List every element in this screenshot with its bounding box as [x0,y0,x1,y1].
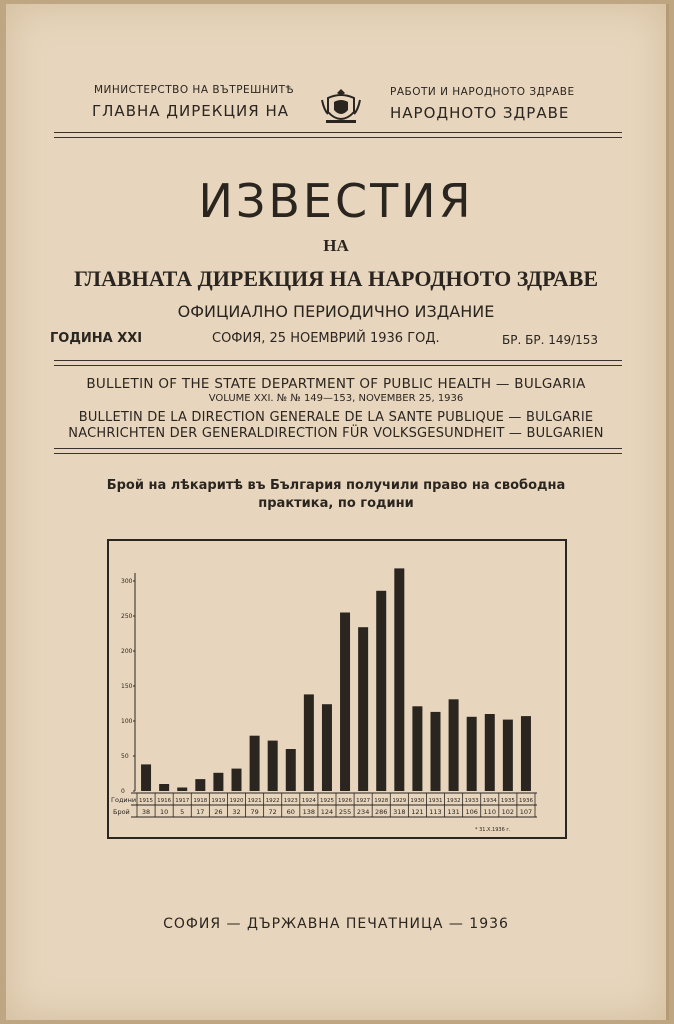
volume-year: ГОДИНА XXI [50,331,143,346]
bar-value-label: 10 [159,808,169,816]
bar [213,773,223,791]
title-divider [54,360,622,366]
bulletin-french: BULLETIN DE LA DIRECTION GENERALE DE LA SANTE PUBLIQUE — BULGARIE [78,410,594,425]
x-tick-label: 1934 [482,798,497,804]
x-tick-label: 1925 [319,798,334,804]
bar-value-label: 106 [465,808,478,816]
y-tick-label: 250 [121,613,133,620]
coat-of-arms-icon [318,86,364,128]
x-tick-label: 1928 [374,798,389,804]
y-tick-label: 0 [121,788,125,795]
bar-value-label: 79 [250,808,259,816]
header-divider [54,132,622,138]
header-right-line2: НАРОДНОТО ЗДРАВЕ [390,104,570,122]
bar [322,704,332,791]
bar-value-label: 121 [411,808,424,816]
chart-caption-line2: практика, по години [258,496,414,511]
bar-value-label: 131 [447,808,460,816]
x-tick-label: 1915 [139,798,154,804]
y-tick-label: 100 [121,718,133,725]
row-label-years: Години [111,796,137,804]
chart-note: * 31.X.1936 г. [475,827,511,833]
title-subtitle: ГЛАВНАТА ДИРЕКЦИЯ НА НАРОДНОТО ЗДРАВЕ [73,266,599,291]
document-page [6,4,669,1020]
bar [141,764,151,791]
x-tick-label: 1930 [410,798,425,804]
x-tick-label: 1920 [229,798,244,804]
bulletin-volume: VOLUME XXI. № № 149—153, NOVEMBER 25, 1936 [208,393,464,404]
page-title: ИЗВЕСТИЯ [198,174,474,228]
bar-chart [109,541,565,837]
bar [485,714,495,791]
title-edition: ОФИЦИАЛНО ПЕРИОДИЧНО ИЗДАНИЕ [177,302,495,321]
bar [177,788,187,792]
bar [250,736,260,791]
bar-value-label: 286 [375,808,388,816]
bar-value-label: 234 [356,808,370,816]
y-tick-label: 300 [121,578,133,585]
bar-value-label: 38 [141,808,151,816]
chart-frame [107,539,567,839]
x-tick-label: 1922 [265,798,280,804]
bar [521,716,531,791]
bar [340,613,350,792]
place-date: СОФИЯ, 25 НОЕМВРИЙ 1936 ГОД. [212,331,440,346]
bar [304,694,314,791]
x-tick-label: 1919 [211,798,226,804]
bar-value-label: 32 [232,808,241,816]
x-tick-label: 1927 [356,798,371,804]
bar-value-label: 138 [302,808,316,816]
bar [268,741,278,791]
bar [376,591,386,791]
x-tick-label: 1936 [518,798,533,804]
bar [412,706,422,791]
bar-value-label: 255 [338,808,352,816]
x-tick-label: 1921 [247,798,262,804]
x-tick-label: 1916 [157,798,172,804]
x-tick-label: 1924 [301,798,316,804]
bar [467,717,477,791]
bar [159,784,169,791]
bulletin-divider [54,448,622,454]
x-tick-label: 1932 [446,798,461,804]
header-left-line2: ГЛАВНА ДИРЕКЦИЯ НА [92,102,289,120]
bar-value-label: 17 [196,808,205,816]
chart-caption-line1: Брой на лѣкаритѣ въ България получили право на свободна [106,478,566,493]
y-tick-label: 150 [121,683,133,690]
bulletin-german: NACHRICHTEN DER GENERALDIRECTION FÜR VOLKSGESUNDHEIT — BULGARIEN [68,426,604,441]
bar-value-label: 113 [429,808,442,816]
x-tick-label: 1923 [283,798,298,804]
header-left-line1: МИНИСТЕРСТВО НА ВЪТРЕШНИТѢ [94,84,295,96]
bar [358,627,368,791]
bar-value-label: 124 [320,808,334,816]
y-tick-label: 50 [121,753,129,760]
bar-value-label: 5 [180,808,185,816]
x-tick-label: 1931 [428,798,443,804]
bar [232,769,242,791]
footer-imprint: СОФИЯ — ДЪРЖАВНА ПЕЧАТНИЦА — 1936 [163,916,509,932]
x-tick-label: 1935 [500,798,515,804]
bar-value-label: 110 [483,808,496,816]
bar [431,712,441,791]
bar-value-label: 318 [393,808,406,816]
bulletin-english: BULLETIN OF THE STATE DEPARTMENT OF PUBLIC HEALTH — BULGARIA [86,376,586,392]
header-right-line1: РАБОТИ И НАРОДНОТО ЗДРАВЕ [390,86,575,98]
x-tick-label: 1933 [464,798,479,804]
x-tick-label: 1918 [193,798,208,804]
x-tick-label: 1917 [175,798,190,804]
bar-value-label: 72 [268,808,277,816]
bar [449,699,459,791]
title-na: НА [323,236,349,255]
bar-value-label: 26 [214,808,223,816]
bar-value-label: 60 [286,808,295,816]
issue-number: БР. БР. 149/153 [502,333,599,347]
bar [195,779,205,791]
bar [394,568,404,791]
bar-value-label: 107 [519,808,533,816]
row-label-count: Брой [113,808,130,816]
x-tick-label: 1929 [392,798,407,804]
bar-value-label: 102 [501,808,515,816]
x-tick-label: 1926 [338,798,353,804]
y-tick-label: 200 [121,648,133,655]
bar [286,749,296,791]
bar [503,720,513,791]
